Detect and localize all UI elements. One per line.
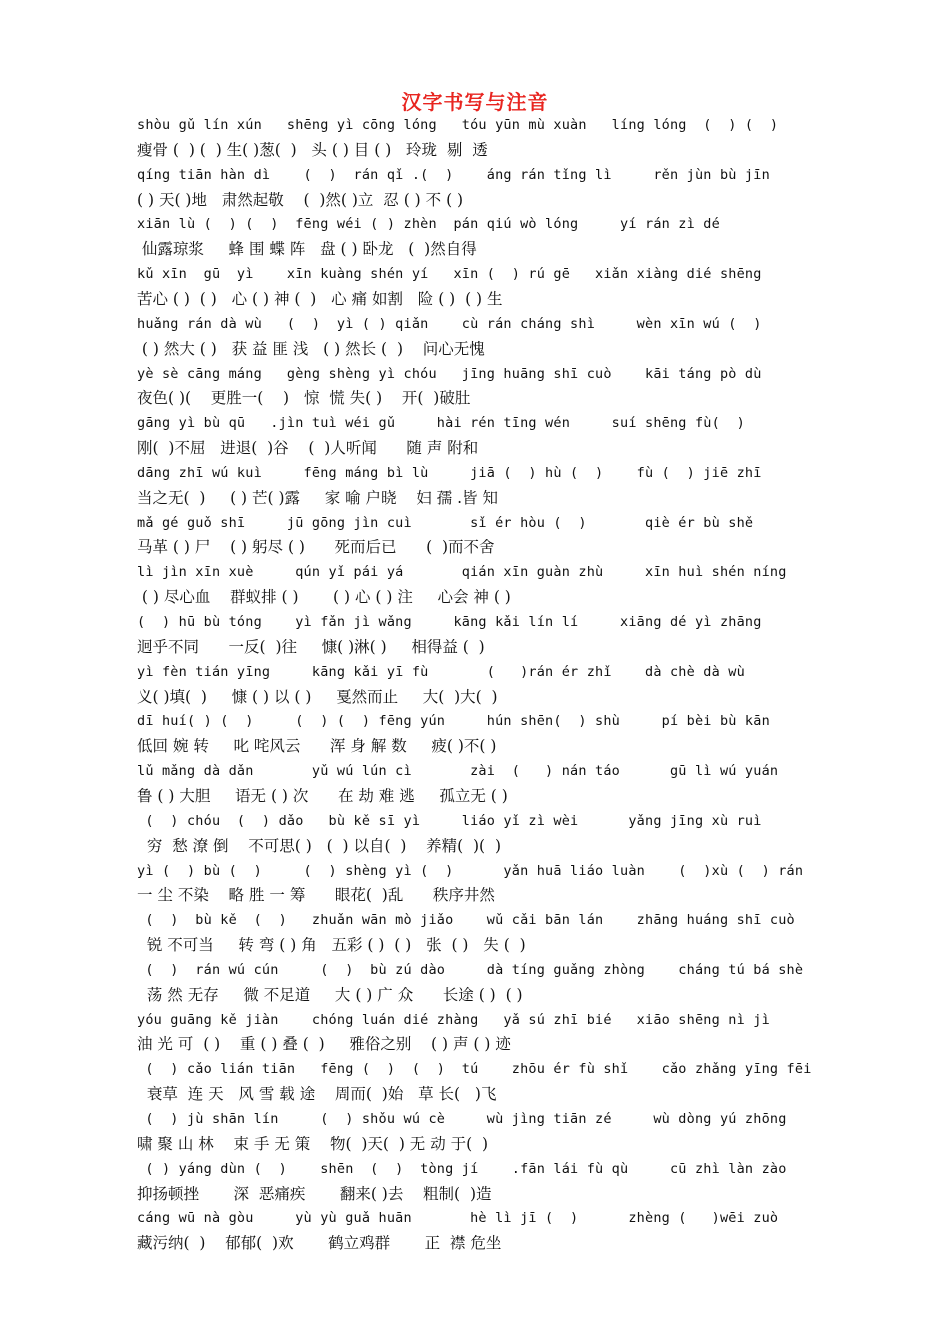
pinyin-line: lì jìn xīn xuè qún yǐ pái yá qián xīn guàn zhù xīn huì shén níng [137, 564, 787, 581]
pinyin-line: ( ) bù kě ( ) zhuǎn wān mò jiǎo wǔ cǎi bān lán zhāng huáng shī cuò [137, 912, 795, 929]
hanzi-line: 鲁 ( ) 大胆 语无 ( ) 次 在 劫 难 逃 孤立无 ( ) [137, 786, 508, 805]
pinyin-line: ( ) hū bù tóng yì fǎn jì wǎng kāng kǎi lín lí xiāng dé yì zhāng [137, 614, 762, 630]
hanzi-line: 衰草 连 天 风 雪 载 途 周而( )始 草 长( )飞 [137, 1085, 497, 1104]
pinyin-line: ( ) yáng dùn ( ) shēn ( ) tòng jí .fān lái fù qù cū zhì làn zào [137, 1160, 787, 1177]
hanzi-line: ( ) 天( )地 肃然起敬 ( )然( )立 忍 ( ) 不 ( ) [137, 190, 464, 209]
pinyin-line: xiān lù ( ) ( ) fēng wéi ( ) zhèn pán qiú wò lóng yí rán zì dé [137, 216, 720, 233]
pinyin-line: ( ) cǎo lián tiān fēng ( ) ( ) tú zhōu ér fù shǐ cǎo zhǎng yīng fēi [137, 1061, 812, 1078]
pinyin-line: yì ( ) bù ( ) ( ) shèng yì ( ) yǎn huā liáo luàn ( )xù ( ) rán [137, 862, 804, 879]
hanzi-line: 夜色( )( 更胜一( ) 惊 慌 失( ) 开( )破肚 [137, 389, 471, 408]
hanzi-line: 低回 婉 转 叱 咤风云 浑 身 解 数 疲( )不( ) [137, 737, 497, 756]
pinyin-line: dāng zhī wú kuì fēng máng bì lù jiā ( ) hù ( ) fù ( ) jiē zhī [137, 464, 762, 481]
pinyin-line: shòu gǔ lín xún shēng yì cōng lóng tóu yūn mù xuàn líng lóng ( ) ( ) [137, 117, 779, 133]
pinyin-line: kǔ xīn gū yì xīn kuàng shén yí xīn ( ) rú gē xiǎn xiàng dié shēng [137, 266, 762, 283]
hanzi-line: 抑扬顿挫 深 恶痛疾 翻来( )去 粗制( )造 [137, 1184, 492, 1203]
pinyin-line: huǎng rán dà wù ( ) yì ( ) qiǎn cù rán cháng shì wèn xīn wú ( ) [137, 315, 762, 332]
pinyin-line: yóu guāng kě jiàn chóng luán dié zhàng yǎ sú zhī bié xiāo shēng nì jì [137, 1011, 770, 1028]
hanzi-line: 苦心 ( ) ( ) 心 ( ) 神 ( ) 心 痛 如割 险 ( ) ( ) 生 [137, 289, 503, 308]
hanzi-line: 油 光 可 ( ) 重 ( ) 叠 ( ) 雅俗之别 ( ) 声 ( ) 迹 [137, 1035, 511, 1054]
hanzi-line: 瘦骨 ( ) ( ) 生( )葱( ) 头 ( ) 目 ( ) 玲珑 剔 透 [137, 140, 488, 159]
pinyin-line: mǎ gé guǒ shī jū gōng jìn cuì sǐ ér hòu ( ) qiè ér bù shě [137, 514, 754, 531]
hanzi-line: 当之无( ) ( ) 芒( )露 家 喻 户晓 妇 孺 .皆 知 [137, 488, 498, 507]
page-title: 汉字书写与注音 [401, 90, 549, 114]
hanzi-line: 荡 然 无存 微 不足道 大 ( ) 广 众 长途 ( ) ( ) [137, 985, 523, 1004]
hanzi-line: ( ) 尽心血 群蚁排 ( ) ( ) 心 ( ) 注 心会 神 ( ) [137, 588, 511, 607]
pinyin-line: ( ) chóu ( ) dǎo bù kě sī yì liáo yǐ zì wèi yǎng jīng xù ruì [137, 812, 762, 829]
hanzi-line: 刚( )不屈 进退( )谷 ( )人听闻 随 声 附和 [137, 439, 479, 458]
pinyin-line: ( ) rán wú cún ( ) bù zú dào dà tíng guǎng zhòng cháng tú bá shè [137, 961, 804, 978]
pinyin-line: cáng wū nà gòu yù yù guǎ huān hè lì jī ( ) zhèng ( )wēi zuò [137, 1210, 779, 1227]
hanzi-line: 仙露琼浆 蜂 围 蝶 阵 盘 ( ) 卧龙 ( )然自得 [137, 240, 477, 259]
hanzi-line: 藏污纳( ) 郁郁( )欢 鹤立鸡群 正 襟 危坐 [137, 1234, 502, 1253]
hanzi-line: ( ) 然大 ( ) 获 益 匪 浅 ( ) 然长 ( ) 问心无愧 [137, 339, 485, 358]
hanzi-line: 一 尘 不染 略 胜 一 筹 眼花( )乱 秩序井然 [137, 886, 495, 905]
pinyin-line: lǔ mǎng dà dǎn yǔ wú lún cì zài ( ) nán táo gū lì wú yuán [137, 763, 779, 780]
pinyin-line: dī huí( ) ( ) ( ) ( ) fēng yún hún shēn( ) shù pí bèi bù kān [137, 713, 770, 730]
hanzi-line: 迥乎不同 一反( )往 慷( )淋( ) 相得益 ( ) [137, 637, 485, 656]
hanzi-line: 马革 ( ) 尸 ( ) 躬尽 ( ) 死而后已 ( )而不舍 [137, 538, 495, 557]
pinyin-line: qíng tiān hàn dì ( ) rán qǐ .( ) áng rán tǐng lì rěn jùn bù jīn [137, 166, 770, 183]
hanzi-line: 啸 聚 山 林 束 手 无 策 物( )天( ) 无 动 于( ) [137, 1134, 489, 1153]
pinyin-line: ( ) jù shān lín ( ) shǒu wú cè wù jìng tiān zé wù dòng yú zhōng [137, 1111, 787, 1127]
hanzi-line: 义( )填( ) 慷 ( ) 以 ( ) 戛然而止 大( )大( ) [137, 687, 498, 706]
pinyin-line: yè sè cāng máng gèng shèng yì chóu jīng huāng shī cuò kāi táng pò dù [137, 365, 762, 382]
pinyin-line: gāng yì bù qū .jìn tuì wéi gǔ hài rén tīng wén suí shēng fù( ) [137, 415, 745, 432]
hanzi-line: 穷 愁 潦 倒 不可思( ) ( ) 以自( ) 养精( )( ) [137, 836, 502, 855]
hanzi-line: 锐 不可当 转 弯 ( ) 角 五彩 ( ) ( ) 张 ( ) 失 ( ) [137, 936, 526, 955]
pinyin-line: yì fèn tián yīng kāng kǎi yī fù ( )rán ér zhǐ dà chè dà wù [137, 663, 745, 680]
